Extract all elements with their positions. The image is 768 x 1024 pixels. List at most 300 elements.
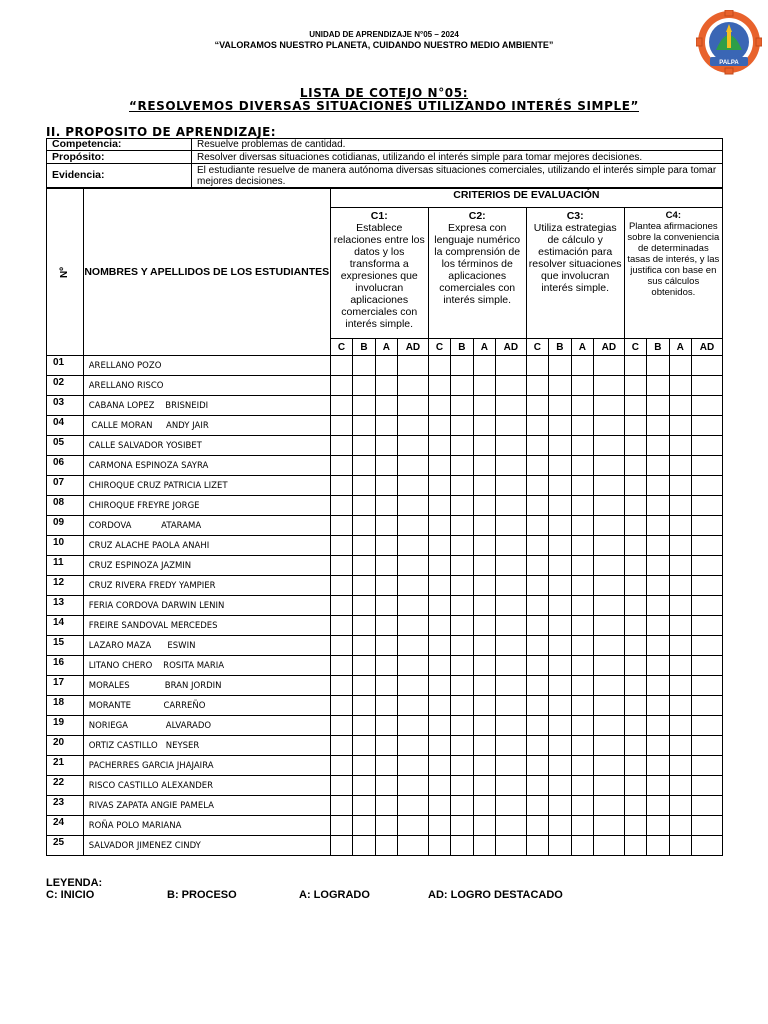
grade-cell[interactable] [669,556,691,576]
grade-cell[interactable] [571,516,593,536]
grade-cell[interactable] [624,656,646,676]
grade-cell[interactable] [428,716,450,736]
grade-cell[interactable] [451,616,473,636]
grade-cell[interactable] [375,396,397,416]
grade-cell[interactable] [526,796,548,816]
grade-cell[interactable] [473,656,495,676]
grade-cell[interactable] [496,536,527,556]
grade-cell[interactable] [669,656,691,676]
grade-cell[interactable] [624,836,646,856]
grade-cell[interactable] [353,736,375,756]
grade-cell[interactable] [375,356,397,376]
grade-cell[interactable] [428,356,450,376]
grade-cell[interactable] [428,376,450,396]
grade-cell[interactable] [669,756,691,776]
grade-cell[interactable] [571,656,593,676]
grade-cell[interactable] [692,816,723,836]
grade-cell[interactable] [375,836,397,856]
grade-cell[interactable] [375,476,397,496]
grade-cell[interactable] [473,496,495,516]
grade-cell[interactable] [594,476,625,496]
grade-cell[interactable] [692,356,723,376]
grade-cell[interactable] [594,496,625,516]
grade-cell[interactable] [398,456,429,476]
grade-cell[interactable] [428,476,450,496]
grade-cell[interactable] [692,476,723,496]
grade-cell[interactable] [669,816,691,836]
grade-cell[interactable] [647,796,669,816]
grade-cell[interactable] [594,616,625,636]
grade-cell[interactable] [647,716,669,736]
grade-cell[interactable] [451,356,473,376]
grade-cell[interactable] [692,696,723,716]
grade-cell[interactable] [428,636,450,656]
grade-cell[interactable] [375,556,397,576]
grade-cell[interactable] [375,676,397,696]
grade-cell[interactable] [669,496,691,516]
grade-cell[interactable] [375,696,397,716]
grade-cell[interactable] [549,516,571,536]
grade-cell[interactable] [594,576,625,596]
grade-cell[interactable] [451,496,473,516]
grade-cell[interactable] [451,736,473,756]
grade-cell[interactable] [647,576,669,596]
grade-cell[interactable] [375,616,397,636]
grade-cell[interactable] [526,556,548,576]
grade-cell[interactable] [692,556,723,576]
grade-cell[interactable] [594,676,625,696]
grade-cell[interactable] [571,696,593,716]
grade-cell[interactable] [451,696,473,716]
grade-cell[interactable] [624,736,646,756]
grade-cell[interactable] [692,616,723,636]
grade-cell[interactable] [549,456,571,476]
grade-cell[interactable] [571,456,593,476]
grade-cell[interactable] [624,536,646,556]
grade-cell[interactable] [428,516,450,536]
grade-cell[interactable] [624,416,646,436]
grade-cell[interactable] [692,716,723,736]
grade-cell[interactable] [496,816,527,836]
grade-cell[interactable] [428,836,450,856]
grade-cell[interactable] [330,376,352,396]
grade-cell[interactable] [353,676,375,696]
grade-cell[interactable] [398,796,429,816]
grade-cell[interactable] [375,596,397,616]
grade-cell[interactable] [526,836,548,856]
grade-cell[interactable] [473,516,495,536]
grade-cell[interactable] [647,836,669,856]
grade-cell[interactable] [526,776,548,796]
grade-cell[interactable] [647,516,669,536]
grade-cell[interactable] [353,576,375,596]
grade-cell[interactable] [571,536,593,556]
grade-cell[interactable] [549,596,571,616]
grade-cell[interactable] [624,776,646,796]
grade-cell[interactable] [496,416,527,436]
grade-cell[interactable] [451,816,473,836]
grade-cell[interactable] [473,456,495,476]
grade-cell[interactable] [624,376,646,396]
grade-cell[interactable] [473,756,495,776]
grade-cell[interactable] [451,596,473,616]
grade-cell[interactable] [526,756,548,776]
grade-cell[interactable] [398,376,429,396]
grade-cell[interactable] [451,436,473,456]
grade-cell[interactable] [473,576,495,596]
grade-cell[interactable] [375,536,397,556]
grade-cell[interactable] [330,716,352,736]
grade-cell[interactable] [398,656,429,676]
grade-cell[interactable] [398,516,429,536]
grade-cell[interactable] [375,656,397,676]
grade-cell[interactable] [473,676,495,696]
grade-cell[interactable] [496,456,527,476]
grade-cell[interactable] [473,436,495,456]
grade-cell[interactable] [594,536,625,556]
grade-cell[interactable] [692,496,723,516]
grade-cell[interactable] [571,416,593,436]
grade-cell[interactable] [496,376,527,396]
grade-cell[interactable] [669,616,691,636]
grade-cell[interactable] [451,796,473,816]
grade-cell[interactable] [330,616,352,636]
grade-cell[interactable] [669,836,691,856]
grade-cell[interactable] [526,496,548,516]
grade-cell[interactable] [526,656,548,676]
grade-cell[interactable] [692,456,723,476]
grade-cell[interactable] [669,716,691,736]
grade-cell[interactable] [624,676,646,696]
grade-cell[interactable] [669,736,691,756]
grade-cell[interactable] [692,756,723,776]
grade-cell[interactable] [375,716,397,736]
grade-cell[interactable] [330,676,352,696]
grade-cell[interactable] [526,716,548,736]
grade-cell[interactable] [353,396,375,416]
grade-cell[interactable] [624,576,646,596]
grade-cell[interactable] [571,796,593,816]
grade-cell[interactable] [473,396,495,416]
grade-cell[interactable] [669,416,691,436]
grade-cell[interactable] [353,456,375,476]
grade-cell[interactable] [428,736,450,756]
grade-cell[interactable] [353,836,375,856]
grade-cell[interactable] [398,476,429,496]
grade-cell[interactable] [496,716,527,736]
grade-cell[interactable] [375,736,397,756]
grade-cell[interactable] [398,576,429,596]
grade-cell[interactable] [473,736,495,756]
grade-cell[interactable] [624,436,646,456]
grade-cell[interactable] [398,616,429,636]
grade-cell[interactable] [398,736,429,756]
grade-cell[interactable] [624,716,646,736]
grade-cell[interactable] [571,776,593,796]
grade-cell[interactable] [526,576,548,596]
grade-cell[interactable] [451,376,473,396]
grade-cell[interactable] [375,796,397,816]
grade-cell[interactable] [692,516,723,536]
grade-cell[interactable] [496,796,527,816]
grade-cell[interactable] [451,776,473,796]
grade-cell[interactable] [549,736,571,756]
grade-cell[interactable] [624,616,646,636]
grade-cell[interactable] [428,696,450,716]
grade-cell[interactable] [647,536,669,556]
grade-cell[interactable] [594,836,625,856]
grade-cell[interactable] [549,436,571,456]
grade-cell[interactable] [428,796,450,816]
grade-cell[interactable] [353,596,375,616]
grade-cell[interactable] [451,396,473,416]
grade-cell[interactable] [549,776,571,796]
grade-cell[interactable] [669,376,691,396]
grade-cell[interactable] [375,416,397,436]
grade-cell[interactable] [451,636,473,656]
grade-cell[interactable] [375,376,397,396]
grade-cell[interactable] [669,536,691,556]
grade-cell[interactable] [669,636,691,656]
grade-cell[interactable] [398,816,429,836]
grade-cell[interactable] [692,736,723,756]
grade-cell[interactable] [571,616,593,636]
grade-cell[interactable] [669,676,691,696]
grade-cell[interactable] [549,656,571,676]
grade-cell[interactable] [692,676,723,696]
grade-cell[interactable] [669,356,691,376]
grade-cell[interactable] [473,536,495,556]
grade-cell[interactable] [624,556,646,576]
grade-cell[interactable] [526,376,548,396]
grade-cell[interactable] [571,636,593,656]
grade-cell[interactable] [692,536,723,556]
grade-cell[interactable] [571,596,593,616]
grade-cell[interactable] [571,836,593,856]
grade-cell[interactable] [375,816,397,836]
grade-cell[interactable] [330,756,352,776]
grade-cell[interactable] [526,476,548,496]
grade-cell[interactable] [398,356,429,376]
grade-cell[interactable] [594,436,625,456]
grade-cell[interactable] [647,816,669,836]
grade-cell[interactable] [330,456,352,476]
grade-cell[interactable] [549,756,571,776]
grade-cell[interactable] [330,656,352,676]
grade-cell[interactable] [549,816,571,836]
grade-cell[interactable] [330,556,352,576]
grade-cell[interactable] [496,776,527,796]
grade-cell[interactable] [330,576,352,596]
grade-cell[interactable] [526,736,548,756]
grade-cell[interactable] [571,816,593,836]
grade-cell[interactable] [647,676,669,696]
grade-cell[interactable] [353,416,375,436]
grade-cell[interactable] [571,556,593,576]
grade-cell[interactable] [669,476,691,496]
grade-cell[interactable] [428,396,450,416]
grade-cell[interactable] [451,656,473,676]
grade-cell[interactable] [451,836,473,856]
grade-cell[interactable] [353,716,375,736]
grade-cell[interactable] [692,376,723,396]
grade-cell[interactable] [594,736,625,756]
grade-cell[interactable] [330,836,352,856]
grade-cell[interactable] [353,496,375,516]
grade-cell[interactable] [692,596,723,616]
grade-cell[interactable] [549,836,571,856]
grade-cell[interactable] [398,536,429,556]
grade-cell[interactable] [692,636,723,656]
grade-cell[interactable] [526,676,548,696]
grade-cell[interactable] [496,436,527,456]
grade-cell[interactable] [669,796,691,816]
grade-cell[interactable] [647,636,669,656]
grade-cell[interactable] [496,396,527,416]
grade-cell[interactable] [398,696,429,716]
grade-cell[interactable] [549,556,571,576]
grade-cell[interactable] [428,436,450,456]
grade-cell[interactable] [451,716,473,736]
grade-cell[interactable] [398,496,429,516]
grade-cell[interactable] [594,376,625,396]
grade-cell[interactable] [353,796,375,816]
grade-cell[interactable] [473,376,495,396]
grade-cell[interactable] [473,596,495,616]
grade-cell[interactable] [594,796,625,816]
grade-cell[interactable] [526,596,548,616]
grade-cell[interactable] [330,536,352,556]
grade-cell[interactable] [375,456,397,476]
grade-cell[interactable] [647,356,669,376]
grade-cell[interactable] [594,636,625,656]
grade-cell[interactable] [353,356,375,376]
grade-cell[interactable] [549,616,571,636]
grade-cell[interactable] [473,616,495,636]
grade-cell[interactable] [428,576,450,596]
grade-cell[interactable] [549,416,571,436]
grade-cell[interactable] [496,356,527,376]
grade-cell[interactable] [624,456,646,476]
grade-cell[interactable] [669,456,691,476]
grade-cell[interactable] [526,516,548,536]
grade-cell[interactable] [624,816,646,836]
grade-cell[interactable] [647,696,669,716]
grade-cell[interactable] [594,516,625,536]
grade-cell[interactable] [624,396,646,416]
grade-cell[interactable] [549,536,571,556]
grade-cell[interactable] [496,476,527,496]
grade-cell[interactable] [353,816,375,836]
grade-cell[interactable] [330,596,352,616]
grade-cell[interactable] [428,496,450,516]
grade-cell[interactable] [473,356,495,376]
grade-cell[interactable] [549,636,571,656]
grade-cell[interactable] [692,436,723,456]
grade-cell[interactable] [428,416,450,436]
grade-cell[interactable] [594,756,625,776]
grade-cell[interactable] [496,516,527,536]
grade-cell[interactable] [549,476,571,496]
grade-cell[interactable] [571,496,593,516]
grade-cell[interactable] [647,456,669,476]
grade-cell[interactable] [496,756,527,776]
grade-cell[interactable] [473,696,495,716]
grade-cell[interactable] [330,416,352,436]
grade-cell[interactable] [473,636,495,656]
grade-cell[interactable] [647,776,669,796]
grade-cell[interactable] [398,636,429,656]
grade-cell[interactable] [473,776,495,796]
grade-cell[interactable] [594,696,625,716]
grade-cell[interactable] [451,416,473,436]
grade-cell[interactable] [647,476,669,496]
grade-cell[interactable] [526,456,548,476]
grade-cell[interactable] [330,496,352,516]
grade-cell[interactable] [624,356,646,376]
grade-cell[interactable] [398,836,429,856]
grade-cell[interactable] [353,436,375,456]
grade-cell[interactable] [375,436,397,456]
grade-cell[interactable] [496,596,527,616]
grade-cell[interactable] [647,556,669,576]
grade-cell[interactable] [451,476,473,496]
grade-cell[interactable] [330,816,352,836]
grade-cell[interactable] [398,416,429,436]
grade-cell[interactable] [330,776,352,796]
grade-cell[interactable] [473,796,495,816]
grade-cell[interactable] [669,396,691,416]
grade-cell[interactable] [375,776,397,796]
grade-cell[interactable] [594,456,625,476]
grade-cell[interactable] [647,616,669,636]
grade-cell[interactable] [549,796,571,816]
grade-cell[interactable] [692,396,723,416]
grade-cell[interactable] [496,676,527,696]
grade-cell[interactable] [571,356,593,376]
grade-cell[interactable] [353,536,375,556]
grade-cell[interactable] [571,576,593,596]
grade-cell[interactable] [428,616,450,636]
grade-cell[interactable] [647,496,669,516]
grade-cell[interactable] [647,436,669,456]
grade-cell[interactable] [353,636,375,656]
grade-cell[interactable] [353,516,375,536]
grade-cell[interactable] [428,536,450,556]
grade-cell[interactable] [473,476,495,496]
grade-cell[interactable] [428,556,450,576]
grade-cell[interactable] [451,576,473,596]
grade-cell[interactable] [571,476,593,496]
grade-cell[interactable] [594,656,625,676]
grade-cell[interactable] [451,456,473,476]
grade-cell[interactable] [496,696,527,716]
grade-cell[interactable] [594,416,625,436]
grade-cell[interactable] [571,396,593,416]
grade-cell[interactable] [594,356,625,376]
grade-cell[interactable] [428,756,450,776]
grade-cell[interactable] [496,576,527,596]
grade-cell[interactable] [624,796,646,816]
grade-cell[interactable] [594,776,625,796]
grade-cell[interactable] [647,756,669,776]
grade-cell[interactable] [526,616,548,636]
grade-cell[interactable] [451,756,473,776]
grade-cell[interactable] [571,716,593,736]
grade-cell[interactable] [375,496,397,516]
grade-cell[interactable] [496,496,527,516]
grade-cell[interactable] [353,556,375,576]
